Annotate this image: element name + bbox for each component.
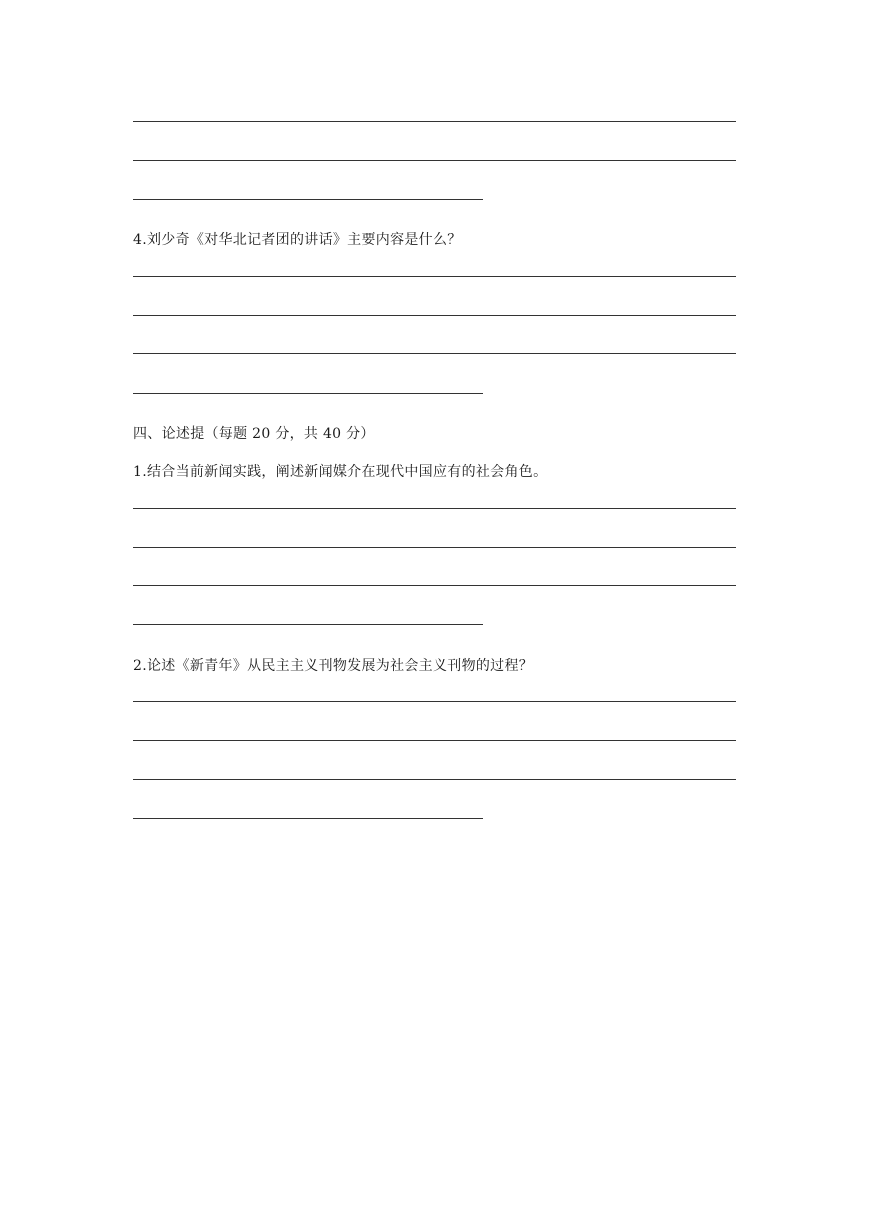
answer-line: [133, 276, 736, 277]
answer-line: [133, 353, 736, 354]
answer-line: [133, 585, 736, 586]
answer-line: [133, 624, 483, 625]
question-number: 2.: [133, 658, 147, 674]
question-number: 1.: [133, 464, 147, 480]
answer-line: [133, 121, 736, 122]
answer-line: [133, 547, 736, 548]
question-text: 结合当前新闻实践，阐述新闻媒介在现代中国应有的社会角色。: [146, 464, 548, 480]
answer-line: [133, 199, 483, 200]
question-4: [133, 231, 462, 249]
question-text: 刘少奇《对华北记者团的讲话》主要内容是什么？: [146, 232, 462, 248]
answer-line: [133, 508, 736, 509]
question-number: 4.: [133, 232, 147, 248]
answer-line: [133, 315, 736, 316]
section-heading: 四、论述提（每题 20 分，共 40 分）: [133, 426, 375, 442]
answer-line: [133, 779, 736, 780]
answer-line: [133, 160, 736, 161]
answer-line: [133, 701, 736, 702]
answer-line: [133, 393, 483, 394]
essay-question-2: [133, 657, 533, 675]
answer-line: [133, 818, 483, 819]
answer-line: [133, 740, 736, 741]
question-text: 论述《新青年》从民主主义刊物发展为社会主义刊物的过程？: [146, 658, 534, 674]
essay-question-1: [133, 463, 547, 481]
